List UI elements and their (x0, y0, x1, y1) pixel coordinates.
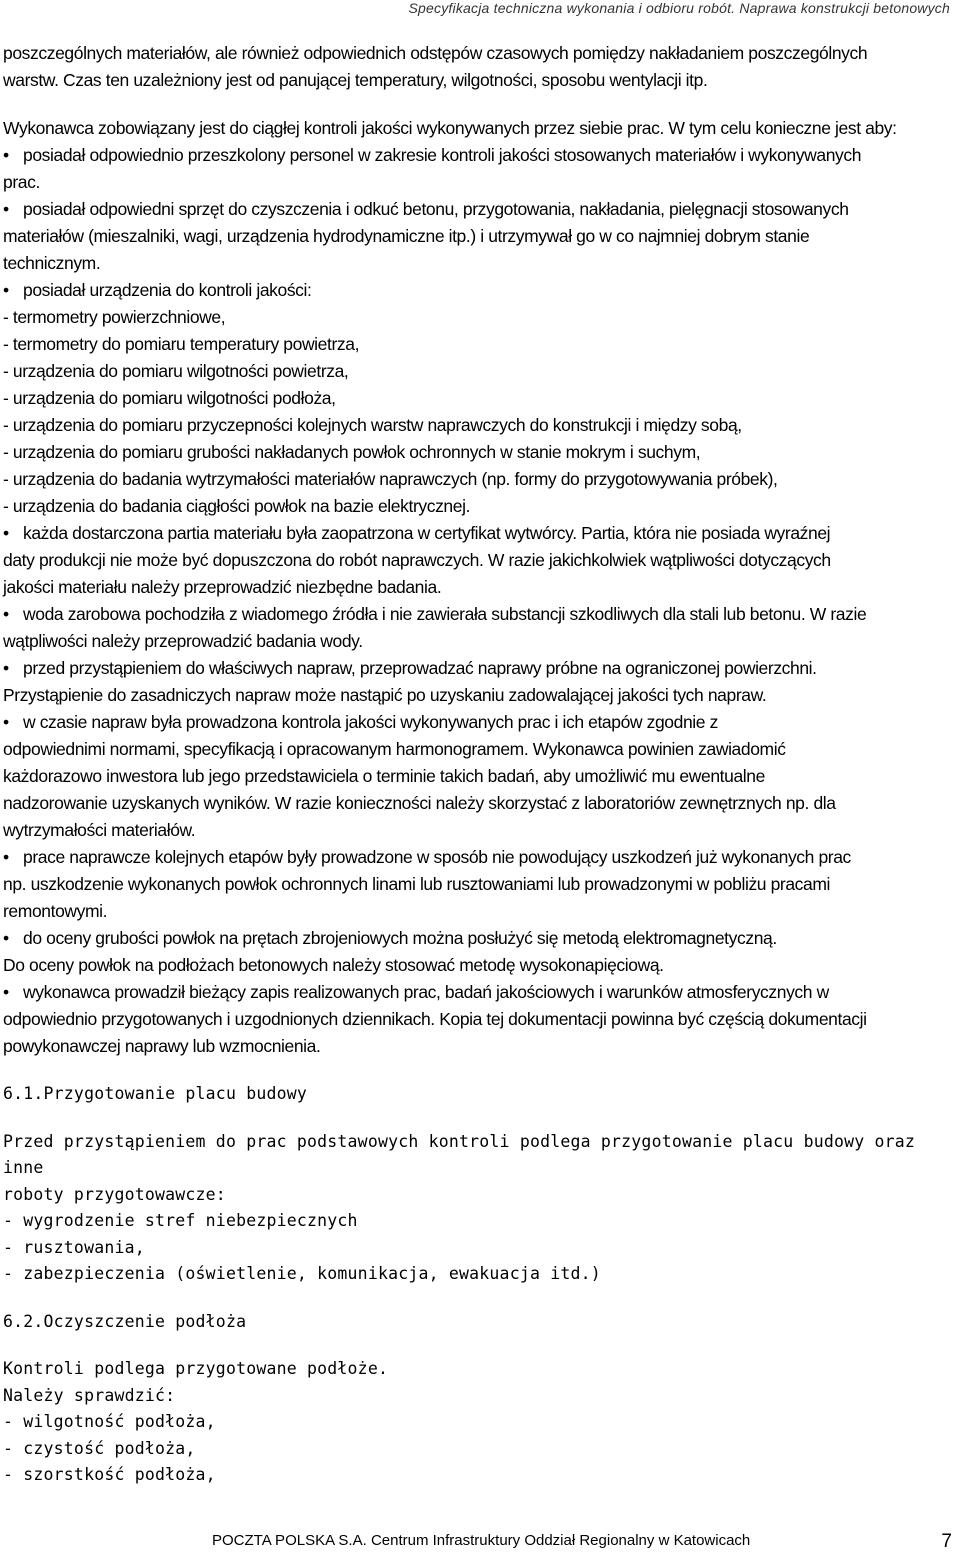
text-line: Wykonawca zobowiązany jest do ciągłej kontroli jakości wykonywanych przez siebie prac. W tym celu konieczne jest aby: (3, 118, 897, 138)
text-line: - termometry powierzchniowe, (3, 307, 226, 327)
bullet-icon: • (3, 712, 9, 732)
bullet-icon: • (3, 658, 9, 678)
text-line: - termometry do pomiaru temperatury powietrza, (3, 334, 360, 354)
page-number: 7 (941, 1531, 952, 1552)
text-line: Do oceny powłok na podłożach betonowych należy stosować metodę wysokonapięciową. (3, 955, 664, 975)
text-line: materiałów (mieszalniki, wagi, urządzenia hydrodynamiczne itp.) i utrzymywał go w co najmniej dobrym stanie (3, 226, 810, 246)
list-item: • posiadał odpowiedni sprzęt do czyszczenia i odkuć betonu, przygotowania, nakładania, pielęgnacji stosowanych (3, 196, 958, 223)
text-line: roboty przygotowawcze: (3, 1184, 226, 1204)
text-line: powykonawczej naprawy lub wzmocnienia. (3, 1036, 321, 1056)
text-line: poszczególnych materiałów, ale również odpowiednich odstępów czasowych pomiędzy nakładaniem poszczególnych (3, 43, 868, 63)
running-header: Specyfikacja techniczna wykonania i odbioru robót. Naprawa konstrukcji betonowych (408, 0, 950, 16)
text-line: remontowymi. (3, 901, 108, 921)
bullet-icon: • (3, 523, 9, 543)
list-item: • każda dostarczona partia materiału była zaopatrzona w certyfikat wytwórcy. Partia, która nie posiada wyraźnej (3, 520, 958, 547)
text-line: - wygrodzenie stref niebezpiecznych (3, 1211, 358, 1230)
text-line: Kontroli podlega przygotowane podłoże. (3, 1359, 389, 1378)
text-line: jakości materiału należy przeprowadzić niezbędne badania. (3, 577, 442, 597)
bullet-icon: • (3, 145, 9, 165)
text-line: wytrzymałości materiałów. (3, 820, 196, 840)
text-line: - wilgotność podłoża, (3, 1412, 216, 1431)
bullet-icon: • (3, 280, 9, 300)
text-line: - czystość podłoża, (3, 1438, 196, 1458)
text-line: - rusztowania, (3, 1237, 145, 1257)
text-line: odpowiednio przygotowanych i uzgodnionych dziennikach. Kopia tej dokumentacji powinna być częścią dokumentacji (3, 1009, 867, 1029)
list-item: • woda zarobowa pochodziła z wiadomego źródła i nie zawierała substancji szkodliwych dla stali lub betonu. W razie (3, 601, 958, 628)
bullet-icon: • (3, 982, 9, 1002)
text-line: warstw. Czas ten uzależniony jest od panującej temperatury, wilgotności, sposobu wentylacji itp. (3, 70, 708, 90)
footer-text: POCZTA POLSKA S.A. Centrum Infrastruktury Oddział Regionalny w Katowicach (212, 1532, 751, 1549)
list-item: • wykonawca prowadził bieżący zapis realizowanych prac, badań jakościowych i warunków atmosferycznych w (3, 979, 958, 1006)
text-line: wątpliwości należy przeprowadzić badania wody. (3, 631, 363, 651)
list-item: • prace naprawcze kolejnych etapów były prowadzone w sposób nie powodujący uszkodzeń już wykonanych prac (3, 844, 958, 871)
text-line: prac. (3, 172, 40, 192)
list-item: • do oceny grubości powłok na prętach zbrojeniowych można posłużyć się metodą elektromagnetyczną. (3, 925, 958, 952)
text-line: technicznym. (3, 253, 101, 273)
text-line: - urządzenia do badania ciągłości powłok na bazie elektrycznej. (3, 496, 471, 516)
text-line: - urządzenia do pomiaru grubości nakładanych powłok ochronnych w stanie mokrym i suchym, (3, 442, 701, 462)
text-line: - urządzenia do badania wytrzymałości materiałów naprawczych (np. formy do przygotowywania próbek), (3, 469, 778, 489)
text-line: daty produkcji nie może być dopuszczona do robót naprawczych. W razie jakichkolwiek wątpliwości dotyczących (3, 550, 831, 570)
text-line: Należy sprawdzić: (3, 1385, 176, 1405)
text-line: odpowiednimi normami, specyfikacją i opracowanym harmonogramem. Wykonawca powinien zawiadomić (3, 739, 786, 759)
text-line: - urządzenia do pomiaru wilgotności powietrza, (3, 361, 349, 381)
bullet-icon: • (3, 847, 9, 867)
list-item: • w czasie napraw była prowadzona kontrola jakości wykonywanych prac i ich etapów zgodnie z (3, 709, 958, 736)
text-line: Przed przystąpieniem do prac podstawowych kontroli podlega przygotowanie placu budowy oraz inne (3, 1131, 916, 1177)
section-heading: 6.2.Oczyszczenie podłoża (3, 1311, 247, 1331)
page-footer (212, 1531, 960, 1552)
text-line: - zabezpieczenia (oświetlenie, komunikacja, ewakuacja itd.) (3, 1264, 601, 1283)
bullet-icon: • (3, 604, 9, 624)
text-line: Przystąpienie do zasadniczych napraw może nastąpić po uzyskaniu zadowalającej jakości tych napraw. (3, 685, 767, 705)
document-body (3, 40, 958, 1489)
text-line: - urządzenia do pomiaru wilgotności podłoża, (3, 388, 336, 408)
bullet-icon: • (3, 928, 9, 948)
list-item: • przed przystąpieniem do właściwych napraw, przeprowadzać naprawy próbne na ograniczonej powierzchni. (3, 655, 958, 682)
list-item: • posiadał urządzenia do kontroli jakości: (3, 277, 958, 304)
list-item: • posiadał odpowiednio przeszkolony personel w zakresie kontroli jakości stosowanych materiałów i wykonywanych (3, 142, 958, 169)
section-heading: 6.1.Przygotowanie placu budowy (3, 1084, 308, 1103)
text-line: każdorazowo inwestora lub jego przedstawiciela o terminie takich badań, aby umożliwić mu ewentualne (3, 766, 765, 786)
bullet-icon: • (3, 199, 9, 219)
text-line: - szorstkość podłoża, (3, 1465, 216, 1484)
text-line: - urządzenia do pomiaru przyczepności kolejnych warstw naprawczych do konstrukcji i między sobą, (3, 415, 742, 435)
text-line: nadzorowanie uzyskanych wyników. W razie konieczności należy skorzystać z laboratoriów zewnętrznych np. dla (3, 793, 836, 813)
text-line: np. uszkodzenie wykonanych powłok ochronnych linami lub rusztowaniami lub prowadzonymi w pobliżu pracami (3, 874, 831, 894)
